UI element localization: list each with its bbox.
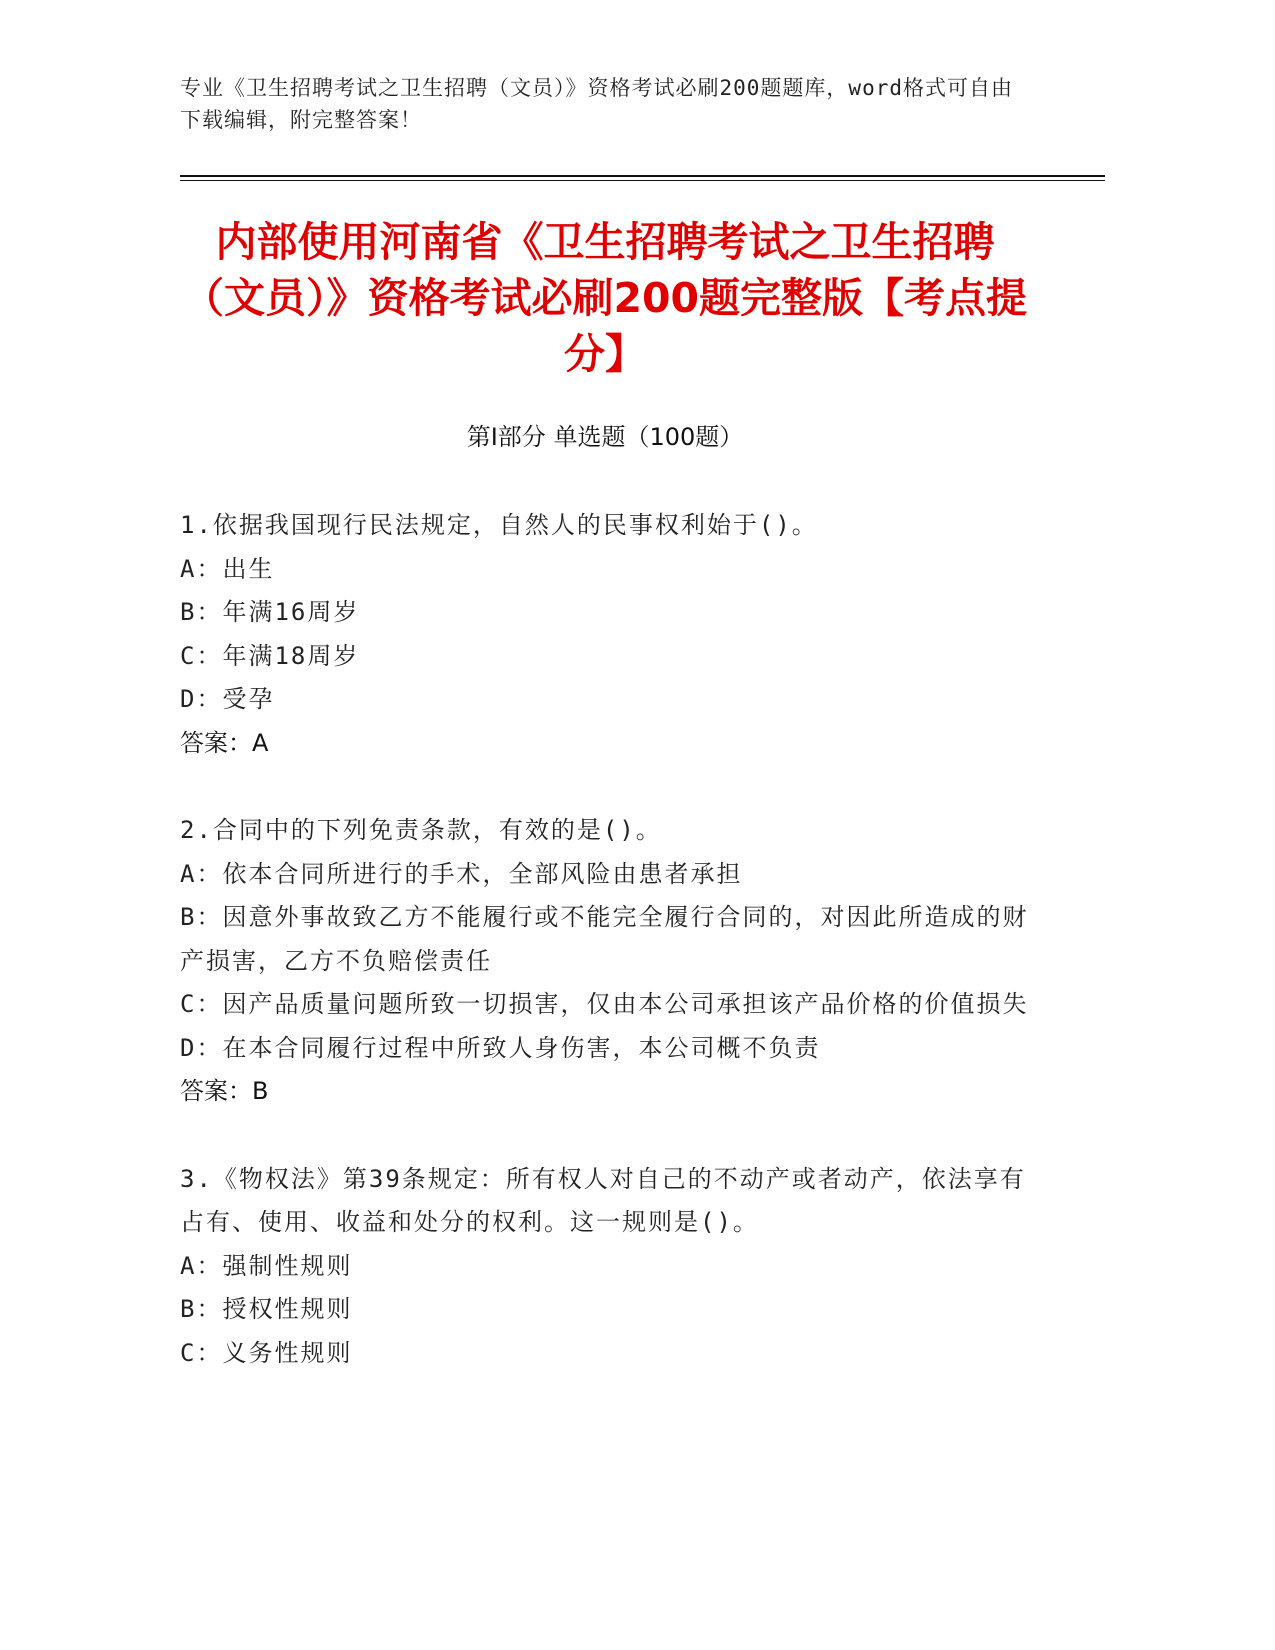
document-title: 内部使用河南省《卫生招聘考试之卫生招聘（文员）》资格考试必刷200题完整版【考点提分】 bbox=[182, 218, 1028, 378]
option-d: D：受孕 bbox=[180, 685, 275, 713]
option-a: A：强制性规则 bbox=[180, 1251, 353, 1280]
question-stem: 2.合同中的下列免责条款，有效的是()。 bbox=[180, 816, 662, 844]
option-a: A：出生 bbox=[180, 554, 275, 583]
option-d: D：在本合同履行过程中所致人身伤害，本公司概不负责 bbox=[180, 1033, 821, 1062]
option-b: B：因意外事故致乙方不能履行或不能完全履行合同的，对因此所造成的财产损害，乙方不负赔偿责任 bbox=[180, 903, 1029, 975]
question-list bbox=[180, 504, 1030, 1419]
option-c: C：义务性规则 bbox=[180, 1338, 353, 1367]
question-2 bbox=[180, 809, 1030, 1114]
option-b: B：年满16周岁 bbox=[180, 598, 360, 626]
answer: 答案：A bbox=[180, 728, 269, 757]
header-note: 专业《卫生招聘考试之卫生招聘（文员）》资格考试必刷200题题库，word格式可自由下载编辑，附完整答案！ bbox=[180, 76, 1013, 132]
option-c: C：因产品质量问题所致一切损害，仅由本公司承担该产品价格的价值损失 bbox=[180, 990, 1029, 1018]
header-rule-thin bbox=[180, 180, 1105, 181]
option-c: C：年满18周岁 bbox=[180, 641, 360, 670]
section-title: 第Ⅰ部分 单选题（100题） bbox=[466, 423, 744, 451]
option-b: B：授权性规则 bbox=[180, 1295, 353, 1323]
question-stem: 1.依据我国现行民法规定，自然人的民事权利始于()。 bbox=[180, 511, 818, 539]
answer: 答案：B bbox=[180, 1077, 269, 1105]
question-1 bbox=[180, 504, 1030, 765]
question-stem: 3.《物权法》第39条规定：所有权人对自己的不动产或者动产，依法享有占有、使用、收益和处分的权利。这一规则是()。 bbox=[180, 1164, 1026, 1236]
header-rule-thick bbox=[180, 175, 1105, 177]
question-3 bbox=[180, 1158, 1030, 1376]
option-a: A：依本合同所进行的手术，全部风险由患者承担 bbox=[180, 859, 743, 888]
